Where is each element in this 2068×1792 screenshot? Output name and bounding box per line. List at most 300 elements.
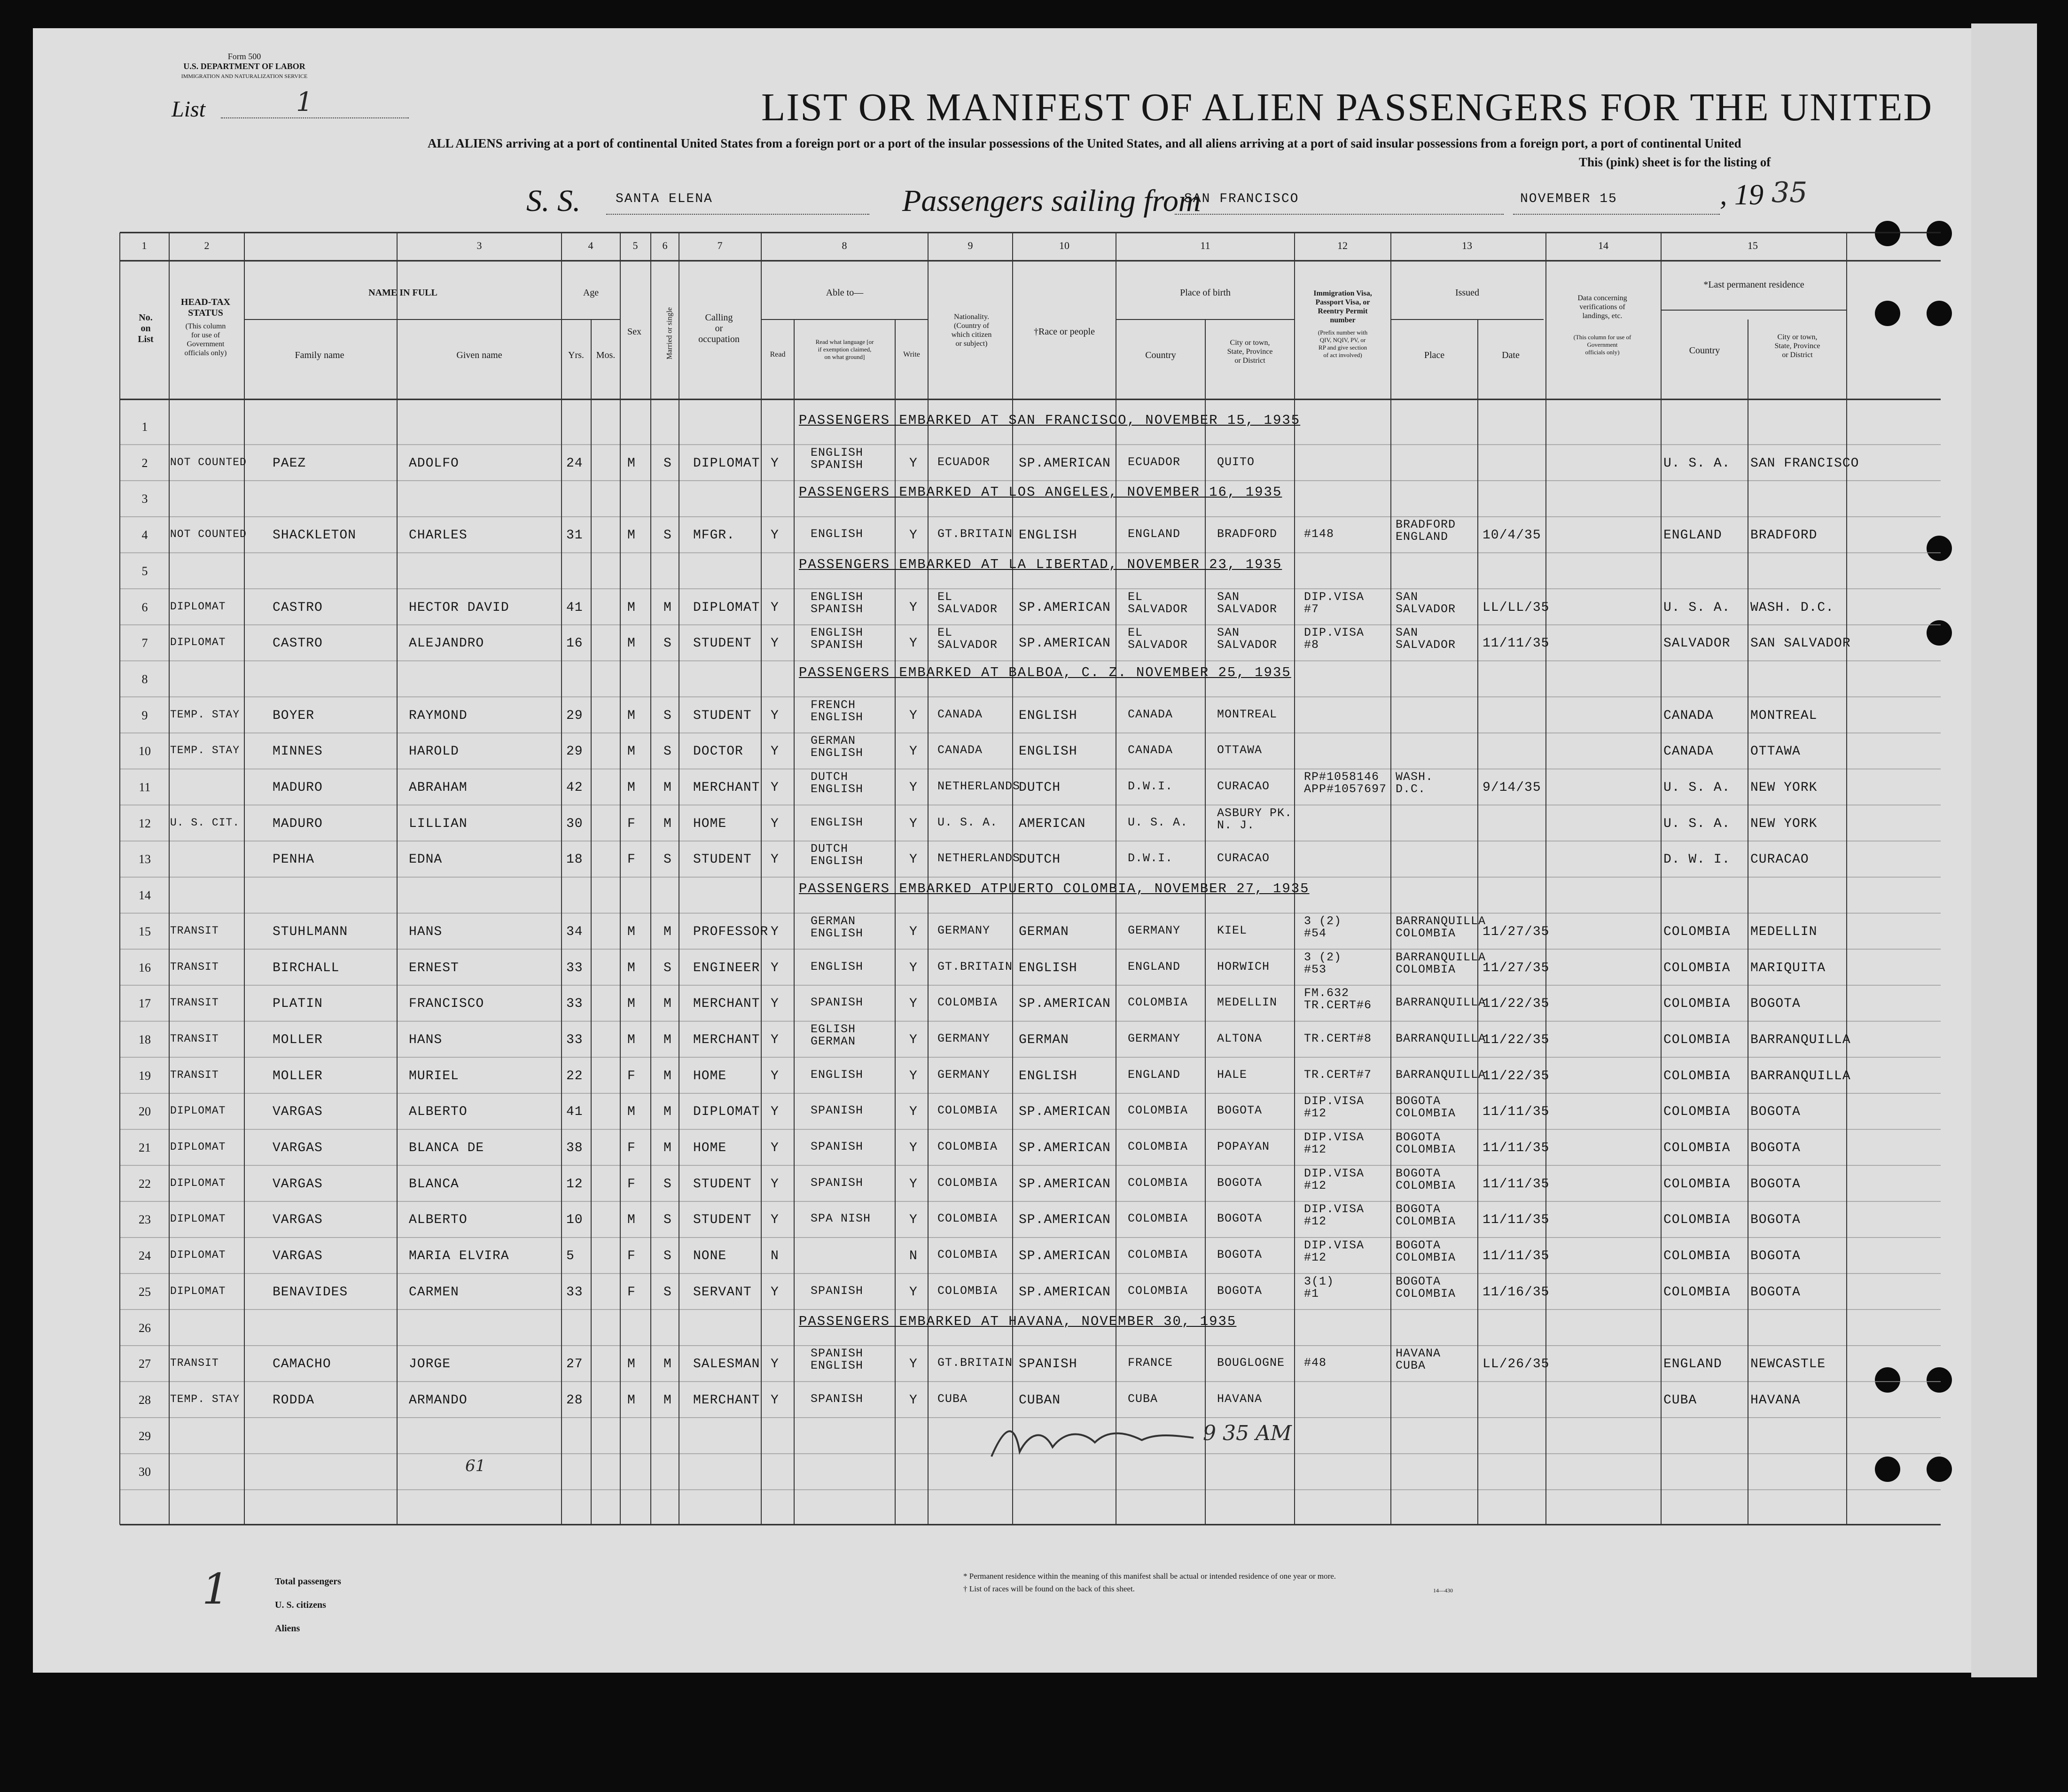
cell-calling: STUDENT xyxy=(693,708,752,723)
cell-lang: FRENCH ENGLISH xyxy=(811,698,864,724)
column-number: 12 xyxy=(1337,240,1348,251)
header-able-to: Able to— xyxy=(826,288,864,298)
cell-write: Y xyxy=(909,1357,918,1372)
cell-calling: MERCHANT xyxy=(693,780,760,795)
cell-lang: SPANISH xyxy=(811,1284,864,1298)
year-suffix: 35 xyxy=(1771,176,1808,209)
column-number: 5 xyxy=(632,240,638,251)
cell-nationality: CANADA xyxy=(937,743,983,757)
cell-birth-country: COLOMBIA xyxy=(1128,1248,1188,1262)
cell-res-country: COLOMBIA xyxy=(1663,924,1731,939)
cell-race: ENGLISH xyxy=(1019,528,1077,543)
cell-read: Y xyxy=(771,1068,779,1083)
header-place-of-birth: Place of birth xyxy=(1180,288,1231,298)
cell-res-country: COLOMBIA xyxy=(1663,1032,1731,1047)
cell-birth-city: BOGOTA xyxy=(1217,1212,1263,1226)
cell-sex: F xyxy=(627,1249,636,1264)
cell-res-city: BARRANQUILLA xyxy=(1750,1032,1851,1047)
cell-race: SP.AMERICAN xyxy=(1019,600,1111,615)
row-number: 27 xyxy=(139,1357,151,1371)
cell-status: DIPLOMAT xyxy=(170,1285,226,1297)
cell-read: Y xyxy=(771,1176,779,1192)
cell-issued-date: LL/26/35 xyxy=(1483,1357,1550,1372)
cell-given: HECTOR DAVID xyxy=(409,600,509,615)
cell-yrs: 38 xyxy=(566,1141,583,1155)
cell-race: SP.AMERICAN xyxy=(1019,1285,1111,1300)
cell-family: MADURO xyxy=(273,780,323,795)
header-res-country: Country xyxy=(1689,345,1720,356)
header-head-tax-note: (This column for use of Government officials only) xyxy=(184,322,227,357)
header-yrs: Yrs. xyxy=(568,350,584,360)
cell-res-city: HAVANA xyxy=(1750,1393,1801,1408)
cell-yrs: 31 xyxy=(566,528,583,543)
cell-status: DIPLOMAT xyxy=(170,1141,226,1153)
cell-given: BLANCA DE xyxy=(409,1141,484,1155)
cell-read: Y xyxy=(771,924,779,939)
cell-race: SP.AMERICAN xyxy=(1019,1141,1111,1155)
cell-race: ENGLISH xyxy=(1019,1068,1077,1083)
cell-given: CHARLES xyxy=(409,528,468,543)
cell-birth-city: MONTREAL xyxy=(1217,707,1278,721)
cell-res-city: MARIQUITA xyxy=(1750,960,1826,975)
cell-res-country: SALVADOR xyxy=(1663,636,1731,651)
cell-status: TRANSIT xyxy=(170,1357,219,1370)
cell-calling: MERCHANT xyxy=(693,1393,760,1408)
cell-lang: ENGLISH xyxy=(811,815,864,829)
row-number: 22 xyxy=(139,1176,151,1191)
cell-given: FRANCISCO xyxy=(409,997,484,1012)
cell-given: ALBERTO xyxy=(409,1213,468,1228)
header-name-in-full: NAME IN FULL xyxy=(368,288,437,298)
cell-visa: FM.632 TR.CERT#6 xyxy=(1304,986,1372,1013)
header-read-what: Read what language [or if exemption claimed, on what ground] xyxy=(815,338,874,360)
cell-ms: M xyxy=(663,1068,672,1083)
cell-res-city: BARRANQUILLA xyxy=(1750,1068,1851,1083)
column-number: 4 xyxy=(588,240,593,251)
cell-given: RAYMOND xyxy=(409,708,468,723)
cell-res-country: COLOMBIA xyxy=(1663,1213,1731,1228)
us-citizens-label: U. S. citizens xyxy=(275,1600,326,1610)
cell-issued-date: 11/22/35 xyxy=(1483,1068,1550,1083)
cell-res-city: BOGOTA xyxy=(1750,1105,1801,1120)
cell-visa: TR.CERT#7 xyxy=(1304,1067,1372,1082)
cell-family: VARGAS xyxy=(273,1141,323,1155)
list-label: List xyxy=(172,97,206,122)
cell-given: EDNA xyxy=(409,852,443,867)
cell-given: ALEJANDRO xyxy=(409,636,484,651)
cell-race: SP.AMERICAN xyxy=(1019,1105,1111,1120)
cell-calling: DIPLOMAT xyxy=(693,600,760,615)
cell-issued-place: BARRANQUILLA xyxy=(1396,1067,1486,1082)
cell-nationality: GT.BRITAIN xyxy=(937,527,1013,541)
cell-write: Y xyxy=(909,924,918,939)
cell-calling: STUDENT xyxy=(693,636,752,651)
header-race: †Race or people xyxy=(1034,327,1095,337)
header-no-on-list: No. on List xyxy=(138,312,154,344)
cell-family: MOLLER xyxy=(273,1032,323,1047)
cell-birth-city: KIEL xyxy=(1217,923,1248,937)
cell-issued-place: BOGOTA COLOMBIA xyxy=(1396,1239,1456,1265)
subtitle-line2: This (pink) sheet is for the listing of xyxy=(1579,155,1771,169)
cell-given: ABRAHAM xyxy=(409,780,468,795)
cell-nationality: GT.BRITAIN xyxy=(937,1356,1013,1370)
cell-write: Y xyxy=(909,997,918,1012)
cell-res-country: COLOMBIA xyxy=(1663,1105,1731,1120)
cell-issued-place: BRADFORD ENGLAND xyxy=(1396,518,1456,544)
cell-nationality: GT.BRITAIN xyxy=(937,959,1013,974)
cell-nationality: COLOMBIA xyxy=(937,1104,998,1118)
cell-yrs: 12 xyxy=(566,1176,583,1192)
cell-nationality: EL SALVADOR xyxy=(937,626,998,652)
cell-read: Y xyxy=(771,1213,779,1228)
cell-visa: 3 (2) #53 xyxy=(1304,950,1342,976)
cell-race: ENGLISH xyxy=(1019,960,1077,975)
cell-sex: M xyxy=(627,1213,636,1228)
header-sex: Sex xyxy=(627,327,641,337)
cell-status: TRANSIT xyxy=(170,924,219,937)
cell-birth-country: COLOMBIA xyxy=(1128,1212,1188,1226)
row-number: 18 xyxy=(139,1032,151,1046)
cell-given: MURIEL xyxy=(409,1068,459,1083)
cell-birth-country: COLOMBIA xyxy=(1128,1284,1188,1298)
cell-birth-city: BOUGLOGNE xyxy=(1217,1356,1285,1370)
cell-lang: SPANISH xyxy=(811,1140,864,1153)
cell-nationality: COLOMBIA xyxy=(937,1176,998,1190)
cell-calling: HOME xyxy=(693,1068,727,1083)
cell-res-city: NEW YORK xyxy=(1750,816,1818,831)
row-number: 4 xyxy=(141,528,148,542)
cell-lang: DUTCH ENGLISH xyxy=(811,842,864,868)
cell-given: ADOLFO xyxy=(409,456,459,471)
column-number: 10 xyxy=(1059,240,1069,251)
cell-nationality: ECUADOR xyxy=(937,455,991,469)
cell-race: SP.AMERICAN xyxy=(1019,997,1111,1012)
cell-yrs: 41 xyxy=(566,600,583,615)
cell-write: N xyxy=(909,1249,918,1264)
cell-res-city: SAN SALVADOR xyxy=(1750,636,1851,651)
cell-visa: DIP.VISA #12 xyxy=(1304,1202,1365,1229)
cell-res-country: CANADA xyxy=(1663,708,1714,723)
cell-res-country: COLOMBIA xyxy=(1663,960,1731,975)
cell-nationality: NETHERLANDS xyxy=(937,779,1021,793)
cell-sex: F xyxy=(627,852,636,867)
row-number: 16 xyxy=(139,960,151,974)
cell-yrs: 18 xyxy=(566,852,583,867)
cell-yrs: 5 xyxy=(566,1249,575,1264)
cell-res-country: COLOMBIA xyxy=(1663,1249,1731,1264)
cell-birth-country: EL SALVADOR xyxy=(1128,626,1188,652)
cell-visa: DIP.VISA #12 xyxy=(1304,1130,1365,1156)
cell-lang: ENGLISH SPANISH xyxy=(811,590,864,616)
cell-birth-city: ALTONA xyxy=(1217,1031,1263,1045)
cell-sex: M xyxy=(627,744,636,759)
embarkation-header: PASSENGERS EMBARKED AT SAN FRANCISCO, NOVEMBER 15, 1935 xyxy=(799,413,1301,428)
cell-nationality: COLOMBIA xyxy=(937,996,998,1010)
cell-birth-city: BOGOTA xyxy=(1217,1104,1263,1118)
header-verification-note: (This column for use of Government officials only) xyxy=(1573,334,1631,356)
cell-write: Y xyxy=(909,780,918,795)
embarkation-header: PASSENGERS EMBARKED AT LA LIBERTAD, NOVEMBER 23, 1935 xyxy=(799,556,1282,572)
subtitle-line1: ALL ALIENS arriving at a port of continental United States from a foreign port or a port of the insular possessions of the United States, and all aliens arriving at a port of said insular possessions from a foreign port, a port of continental United xyxy=(428,136,1741,150)
row-number: 25 xyxy=(139,1285,151,1299)
cell-issued-place: BOGOTA COLOMBIA xyxy=(1396,1130,1456,1156)
row-number: 12 xyxy=(139,816,151,830)
cell-calling: MERCHANT xyxy=(693,997,760,1012)
cell-write: Y xyxy=(909,960,918,975)
cell-birth-city: CURACAO xyxy=(1217,779,1270,793)
cell-res-city: OTTAWA xyxy=(1750,744,1801,759)
cell-sex: M xyxy=(627,780,636,795)
cell-res-country: COLOMBIA xyxy=(1663,1176,1731,1192)
ss-label: S. S. xyxy=(526,184,581,218)
cell-birth-city: HORWICH xyxy=(1217,959,1270,974)
cell-race: SP.AMERICAN xyxy=(1019,1176,1111,1192)
cell-status: DIPLOMAT xyxy=(170,636,226,649)
cell-ms: M xyxy=(663,1032,672,1047)
cell-birth-country: GERMANY xyxy=(1128,923,1181,937)
cell-ms: S xyxy=(663,708,672,723)
column-number: 15 xyxy=(1748,240,1758,251)
cell-sex: M xyxy=(627,1105,636,1120)
cell-ms: S xyxy=(663,636,672,651)
row-number: 13 xyxy=(139,852,151,866)
header-head-tax: HEAD-TAX STATUS xyxy=(180,297,231,318)
cell-ms: S xyxy=(663,528,672,543)
cell-issued-date: 11/11/35 xyxy=(1483,1249,1550,1264)
cell-yrs: 30 xyxy=(566,816,583,831)
cell-nationality: COLOMBIA xyxy=(937,1140,998,1153)
cell-read: Y xyxy=(771,708,779,723)
cell-lang: ENGLISH SPANISH xyxy=(811,626,864,652)
row-number: 24 xyxy=(139,1249,151,1263)
cell-status: TRANSIT xyxy=(170,1032,219,1045)
cell-read: Y xyxy=(771,600,779,615)
cell-ms: S xyxy=(663,744,672,759)
row-number: 15 xyxy=(139,924,151,938)
row-number: 1 xyxy=(141,420,148,434)
cell-status: TEMP. STAY xyxy=(170,1393,240,1405)
cell-issued-place: SAN SALVADOR xyxy=(1396,626,1456,652)
cell-nationality: EL SALVADOR xyxy=(937,590,998,616)
cell-given: HANS xyxy=(409,1032,443,1047)
cell-res-country: CANADA xyxy=(1663,744,1714,759)
cell-res-country: U. S. A. xyxy=(1663,780,1731,795)
header-family-name: Family name xyxy=(295,350,344,360)
cell-given: CARMEN xyxy=(409,1285,459,1300)
cell-birth-city: BOGOTA xyxy=(1217,1284,1263,1298)
cell-family: PENHA xyxy=(273,852,315,867)
column-number: 3 xyxy=(476,240,482,251)
row-number: 20 xyxy=(139,1105,151,1119)
cell-sex: M xyxy=(627,708,636,723)
cell-issued-place: BOGOTA COLOMBIA xyxy=(1396,1166,1456,1192)
cell-family: VARGAS xyxy=(273,1176,323,1192)
cell-read: Y xyxy=(771,1032,779,1047)
cell-race: SP.AMERICAN xyxy=(1019,1213,1111,1228)
cell-status: DIPLOMAT xyxy=(170,1105,226,1117)
cell-read: Y xyxy=(771,528,779,543)
cell-family: BOYER xyxy=(273,708,315,723)
cell-status: DIPLOMAT xyxy=(170,1249,226,1262)
cell-res-city: MONTREAL xyxy=(1750,708,1818,723)
cell-issued-date: 11/16/35 xyxy=(1483,1285,1550,1300)
cell-write: Y xyxy=(909,1213,918,1228)
column-number: 14 xyxy=(1598,240,1608,251)
cell-birth-country: D.W.I. xyxy=(1128,851,1173,865)
cell-family: MOLLER xyxy=(273,1068,323,1083)
cell-write: Y xyxy=(909,1285,918,1300)
row-number: 3 xyxy=(141,492,148,506)
cell-ms: M xyxy=(663,600,672,615)
cell-family: PLATIN xyxy=(273,997,323,1012)
cell-sex: M xyxy=(627,636,636,651)
cell-birth-city: HALE xyxy=(1217,1067,1248,1082)
cell-ms: M xyxy=(663,997,672,1012)
cell-birth-country: U. S. A. xyxy=(1128,815,1188,829)
cell-nationality: CUBA xyxy=(937,1392,968,1406)
cell-race: DUTCH xyxy=(1019,852,1061,867)
cell-res-city: BOGOTA xyxy=(1750,1176,1801,1192)
ship-name: SANTA ELENA xyxy=(616,192,713,206)
cell-birth-country: D.W.I. xyxy=(1128,779,1173,793)
cell-given: ARMANDO xyxy=(409,1393,468,1408)
cell-lang: ENGLISH xyxy=(811,527,864,541)
cell-birth-country: GERMANY xyxy=(1128,1031,1181,1045)
cell-nationality: GERMANY xyxy=(937,1031,991,1045)
aliens-label: Aliens xyxy=(275,1623,300,1634)
cell-res-city: SAN FRANCISCO xyxy=(1750,456,1859,471)
cell-sex: F xyxy=(627,1176,636,1192)
cell-family: STUHLMANN xyxy=(273,924,348,939)
cell-yrs: 29 xyxy=(566,708,583,723)
cell-visa: DIP.VISA #12 xyxy=(1304,1239,1365,1265)
cell-calling: ENGINEER xyxy=(693,960,760,975)
cell-birth-country: ECUADOR xyxy=(1128,455,1181,469)
cell-read: Y xyxy=(771,780,779,795)
cell-write: Y xyxy=(909,1176,918,1192)
cell-status: DIPLOMAT xyxy=(170,1176,226,1189)
cell-given: ERNEST xyxy=(409,960,459,975)
row-number: 14 xyxy=(139,888,151,903)
cell-write: Y xyxy=(909,744,918,759)
row-number: 26 xyxy=(139,1321,151,1335)
cell-issued-date: 11/27/35 xyxy=(1483,960,1550,975)
cell-yrs: 33 xyxy=(566,1032,583,1047)
cell-issued-place: BARRANQUILLA COLOMBIA xyxy=(1396,914,1486,940)
cell-status: DIPLOMAT xyxy=(170,600,226,613)
cell-read: Y xyxy=(771,816,779,831)
header-issued: Issued xyxy=(1455,288,1480,298)
cell-lang: ENGLISH SPANISH xyxy=(811,445,864,472)
cell-sex: F xyxy=(627,1285,636,1300)
cell-write: Y xyxy=(909,636,918,651)
cell-family: VARGAS xyxy=(273,1249,323,1264)
cell-res-city: BRADFORD xyxy=(1750,528,1818,543)
cell-status: DIPLOMAT xyxy=(170,1213,226,1225)
cell-yrs: 27 xyxy=(566,1357,583,1372)
cell-res-country: COLOMBIA xyxy=(1663,1068,1731,1083)
cell-birth-country: CANADA xyxy=(1128,743,1173,757)
row-number: 19 xyxy=(139,1068,151,1083)
cell-family: MINNES xyxy=(273,744,323,759)
header-married: Married or single xyxy=(665,307,674,360)
cell-birth-city: OTTAWA xyxy=(1217,743,1263,757)
cell-race: CUBAN xyxy=(1019,1393,1061,1408)
cell-read: Y xyxy=(771,744,779,759)
cell-calling: STUDENT xyxy=(693,852,752,867)
cell-calling: NONE xyxy=(693,1249,727,1264)
header-res-city: City or town, State, Province or District xyxy=(1774,333,1820,359)
cell-birth-country: CANADA xyxy=(1128,707,1173,721)
cell-write: Y xyxy=(909,1068,918,1083)
cell-ms: M xyxy=(663,1357,672,1372)
cell-race: SPANISH xyxy=(1019,1357,1077,1372)
cell-calling: MERCHANT xyxy=(693,1032,760,1047)
cell-read: Y xyxy=(771,456,779,471)
cell-res-city: BOGOTA xyxy=(1750,1141,1801,1155)
cell-ms: S xyxy=(663,852,672,867)
cell-birth-country: COLOMBIA xyxy=(1128,1140,1188,1153)
service-name: IMMIGRATION AND NATURALIZATION SERVICE xyxy=(181,73,308,79)
cell-race: ENGLISH xyxy=(1019,708,1077,723)
cell-res-city: BOGOTA xyxy=(1750,1213,1801,1228)
cell-sex: F xyxy=(627,816,636,831)
row-number: 8 xyxy=(141,672,148,686)
cell-birth-city: BRADFORD xyxy=(1217,527,1278,541)
cell-ms: M xyxy=(663,780,672,795)
column-number: 7 xyxy=(717,240,723,251)
total-passengers-label: Total passengers xyxy=(275,1576,341,1587)
column-number: 1 xyxy=(141,240,147,251)
cell-lang: ENGLISH xyxy=(811,1067,864,1082)
cell-nationality: CANADA xyxy=(937,707,983,721)
cell-birth-city: SAN SALVADOR xyxy=(1217,590,1278,616)
cell-issued-date: 9/14/35 xyxy=(1483,780,1541,795)
cell-ms: S xyxy=(663,1285,672,1300)
cell-ms: M xyxy=(663,924,672,939)
cell-birth-city: MEDELLIN xyxy=(1217,996,1278,1010)
cell-res-city: NEWCASTLE xyxy=(1750,1357,1826,1372)
cell-family: VARGAS xyxy=(273,1105,323,1120)
cell-nationality: COLOMBIA xyxy=(937,1284,998,1298)
column-number: 6 xyxy=(662,240,668,251)
cell-sex: M xyxy=(627,1032,636,1047)
cell-lang: EGLISH GERMAN xyxy=(811,1022,856,1048)
cell-ms: M xyxy=(663,1393,672,1408)
cell-res-country: U. S. A. xyxy=(1663,600,1731,615)
cell-read: Y xyxy=(771,1141,779,1155)
cell-issued-place: SAN SALVADOR xyxy=(1396,590,1456,616)
cell-birth-country: COLOMBIA xyxy=(1128,996,1188,1010)
embarkation-header: PASSENGERS EMBARKED AT HAVANA, NOVEMBER 30, 1935 xyxy=(799,1313,1237,1329)
row-number: 2 xyxy=(141,456,148,470)
cell-sex: M xyxy=(627,997,636,1012)
cell-yrs: 33 xyxy=(566,997,583,1012)
cell-write: Y xyxy=(909,528,918,543)
cell-lang: SPANISH xyxy=(811,996,864,1010)
embarkation-header: PASSENGERS EMBARKED AT LOS ANGELES, NOVEMBER 16, 1935 xyxy=(799,484,1282,500)
cell-visa: DIP.VISA #12 xyxy=(1304,1094,1365,1121)
row-number: 6 xyxy=(141,600,148,614)
cell-sex: M xyxy=(627,1393,636,1408)
cell-issued-place: WASH. D.C. xyxy=(1396,770,1434,796)
cell-race: SP.AMERICAN xyxy=(1019,456,1111,471)
cell-visa: 3 (2) #54 xyxy=(1304,914,1342,940)
list-number: 1 xyxy=(296,87,313,117)
row-number: 29 xyxy=(139,1429,151,1443)
cell-sex: M xyxy=(627,960,636,975)
cell-write: Y xyxy=(909,1032,918,1047)
